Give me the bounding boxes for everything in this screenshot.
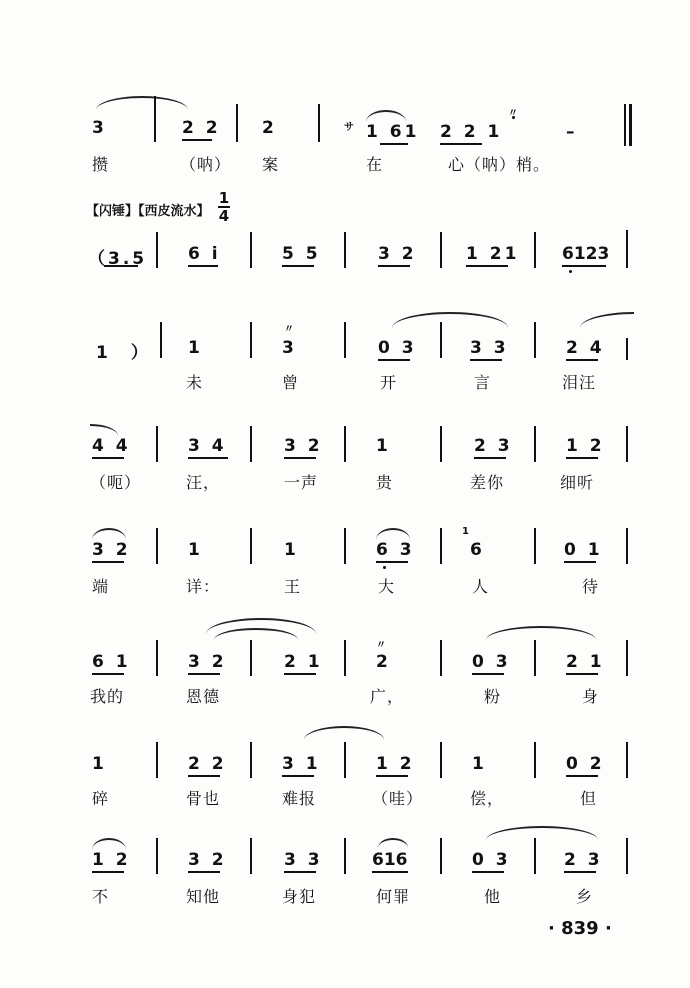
note-group: 1 (472, 754, 487, 774)
underline-beam (440, 143, 482, 145)
barline (626, 640, 628, 676)
underline-beam (188, 775, 220, 777)
barline (534, 426, 536, 462)
note-group: 1 (188, 338, 203, 358)
section-label: 【闪锤】【西皮流水】 (86, 204, 210, 219)
note-group: 2 (376, 652, 391, 672)
underline-beam (472, 871, 504, 873)
lyric: 王 (284, 577, 302, 596)
note-group: 3 2 (378, 244, 417, 264)
underline-beam (188, 457, 228, 459)
note-group: 3 3 (284, 850, 323, 870)
underline-beam (562, 265, 606, 267)
note-group: 2 4 (566, 338, 605, 358)
lyric: 难报 (282, 789, 317, 808)
barline (534, 322, 536, 358)
barline (534, 640, 536, 676)
lyric: 差你 (470, 473, 505, 492)
lyric: 汪， (186, 473, 221, 492)
note-group: 1 61 (366, 122, 420, 142)
free-meter-sign: サ (344, 122, 354, 133)
note-group: 0 3 (472, 850, 511, 870)
barline (156, 838, 158, 874)
slur (376, 528, 410, 540)
barline (344, 528, 346, 564)
barline (626, 426, 628, 462)
barline (250, 322, 252, 358)
note-group: – (566, 122, 578, 142)
lyric: 粉 (484, 687, 502, 706)
note-group: 0 2 (566, 754, 605, 774)
lyric: 何罪 (376, 887, 411, 906)
barline (250, 640, 252, 676)
underline-beam (566, 457, 598, 459)
underline-beam (378, 359, 410, 361)
note-group: 2 1 (284, 652, 323, 672)
barline (534, 232, 536, 268)
barline (318, 104, 320, 142)
lyric: 身 (582, 687, 600, 706)
underline-beam (188, 673, 220, 675)
slur (486, 826, 598, 840)
underline-beam (470, 359, 502, 361)
note-group: 3 2 (188, 850, 227, 870)
underline-beam (182, 139, 212, 141)
lyric: 言 (474, 373, 492, 392)
note-group: 6 1 (92, 652, 131, 672)
underline-beam (188, 265, 218, 267)
low-octave-dot (383, 566, 386, 569)
note-group: 2 2 (182, 118, 221, 138)
barline (440, 640, 442, 676)
barline (629, 104, 632, 146)
note-group: 3 2 (188, 652, 227, 672)
note-group: 1 ） (96, 343, 151, 363)
barline (626, 338, 628, 360)
note-group: 5 5 (282, 244, 321, 264)
lyric: 在 (366, 155, 384, 174)
barline (250, 232, 252, 268)
barline (156, 426, 158, 462)
note-group: 2 2 (188, 754, 227, 774)
grace-note: 1 (462, 526, 469, 537)
lyric: 细听 (560, 473, 595, 492)
underline-beam (378, 265, 410, 267)
barline (344, 426, 346, 462)
underline-beam (188, 871, 220, 873)
barline (154, 96, 156, 142)
lyric: 一声 (284, 473, 319, 492)
barline (156, 528, 158, 564)
slur (92, 528, 126, 540)
note-group: （3.5 (88, 249, 148, 269)
underline-beam (564, 871, 596, 873)
note-group: 3 2 (284, 436, 323, 456)
ornament-mark: 〃 (376, 640, 386, 651)
lyric: 碎 (92, 789, 110, 808)
lyric: 不 (92, 887, 110, 906)
barline (156, 742, 158, 778)
slur (378, 838, 408, 848)
time-signature-top: 1 (218, 189, 230, 207)
note-group: 2 3 (564, 850, 603, 870)
underline-beam (566, 359, 598, 361)
barline (440, 426, 442, 462)
note-group: 3 (92, 118, 107, 138)
underline-beam (92, 457, 124, 459)
underline-beam (282, 265, 314, 267)
note-group: 1 (376, 436, 391, 456)
lyric: 贵 (376, 473, 394, 492)
note-group: 3 4 (188, 436, 227, 456)
barline (534, 742, 536, 778)
slur (366, 110, 406, 122)
barline (250, 528, 252, 564)
barline (250, 426, 252, 462)
barline (344, 322, 346, 358)
lyric: 心（呐）梢。 (448, 155, 551, 174)
lyric: 待 (582, 577, 600, 596)
slur (304, 726, 384, 740)
underline-beam (376, 775, 408, 777)
slur (486, 626, 596, 640)
slur (392, 312, 508, 328)
barline (344, 838, 346, 874)
underline-beam (472, 673, 504, 675)
lyric: 恩德 (186, 687, 221, 706)
underline-beam (282, 775, 314, 777)
underline-beam (380, 143, 408, 145)
lyric: 攒 (92, 155, 110, 174)
underline-beam (466, 265, 508, 267)
note-group: 2 1 (566, 652, 605, 672)
lyric: 他 (484, 887, 502, 906)
note-group: 0 3 (472, 652, 511, 672)
barline (156, 232, 158, 268)
lyric: 知他 (186, 887, 221, 906)
barline (344, 232, 346, 268)
barline (626, 742, 628, 778)
barline (250, 742, 252, 778)
note-group: 0 3 (378, 338, 417, 358)
barline (534, 528, 536, 564)
lyric: 大 (378, 577, 396, 596)
note-group: 2 2 1 (440, 122, 503, 142)
barline (624, 104, 626, 146)
barline (626, 528, 628, 564)
barline (626, 838, 628, 874)
barline (440, 838, 442, 874)
underline-beam (566, 673, 598, 675)
lyric: 案 (262, 155, 280, 174)
lyric: 人 (472, 577, 490, 596)
lyric: 端 (92, 577, 110, 596)
underline-beam (104, 265, 138, 267)
note-group: 1 (188, 540, 203, 560)
ornament-mark: 〃 (508, 108, 518, 119)
lyric: 骨也 (186, 789, 221, 808)
note-group: 1 2 (92, 850, 131, 870)
note-group: 1 (92, 754, 107, 774)
underline-beam (372, 871, 408, 873)
low-octave-dot (569, 270, 572, 273)
underline-beam (564, 561, 596, 563)
ornament-mark: 〃 (284, 324, 294, 335)
lyric: 泪汪 (562, 373, 597, 392)
lyric: 乡 (576, 887, 594, 906)
note-group: 2 (262, 118, 277, 138)
underline-beam (284, 457, 316, 459)
page-number: · 839 · (548, 918, 612, 939)
note-group: 6123 (562, 244, 610, 264)
barline (534, 838, 536, 874)
underline-beam (284, 673, 316, 675)
note-group: 2 3 (474, 436, 513, 456)
lyric: 详： (186, 577, 221, 596)
barline (160, 322, 162, 358)
underline-beam (376, 561, 408, 563)
barline (344, 742, 346, 778)
time-signature-bottom: 4 (218, 207, 230, 225)
note-group: 616 (372, 850, 408, 870)
lyric: （呃） (90, 473, 142, 492)
lyric: 开 (380, 373, 398, 392)
slur (90, 424, 118, 436)
barline (344, 640, 346, 676)
slur (96, 96, 188, 110)
note-group: 1 2 (376, 754, 415, 774)
note-group: 0 1 (564, 540, 603, 560)
underline-beam (474, 457, 506, 459)
barline (626, 230, 628, 268)
barline (440, 528, 442, 564)
lyric: （呐） (180, 155, 232, 174)
note-group: 1 2 (566, 436, 605, 456)
lyric: 偿， (470, 789, 505, 808)
underline-beam (284, 871, 316, 873)
barline (250, 838, 252, 874)
lyric: 未 (186, 373, 204, 392)
note-group: 6 (470, 540, 485, 560)
note-group: 3 (282, 338, 297, 358)
barline (156, 640, 158, 676)
underline-beam (92, 673, 124, 675)
lyric: 但 (580, 789, 598, 808)
note-group: 6 3 (376, 540, 415, 560)
note-group: 3 1 (282, 754, 321, 774)
time-signature (218, 190, 230, 224)
lyric: 广， (370, 687, 405, 706)
underline-beam (92, 871, 124, 873)
note-group: 6 i (188, 244, 221, 264)
note-group: 4 4 (92, 436, 131, 456)
note-group: 3 3 (470, 338, 509, 358)
note-group: 3 2 (92, 540, 131, 560)
barline (440, 322, 442, 358)
lyric: 身犯 (282, 887, 317, 906)
lyric: 曾 (282, 373, 300, 392)
barline (236, 104, 238, 142)
lyric: 我的 (90, 687, 125, 706)
underline-beam (92, 561, 124, 563)
underline-beam (566, 775, 598, 777)
barline (440, 742, 442, 778)
slur (92, 838, 126, 850)
note-group: 1 21 (466, 244, 520, 264)
lyric: （哇） (372, 789, 424, 808)
barline (440, 232, 442, 268)
note-group: 1 (284, 540, 299, 560)
slur (580, 312, 634, 328)
